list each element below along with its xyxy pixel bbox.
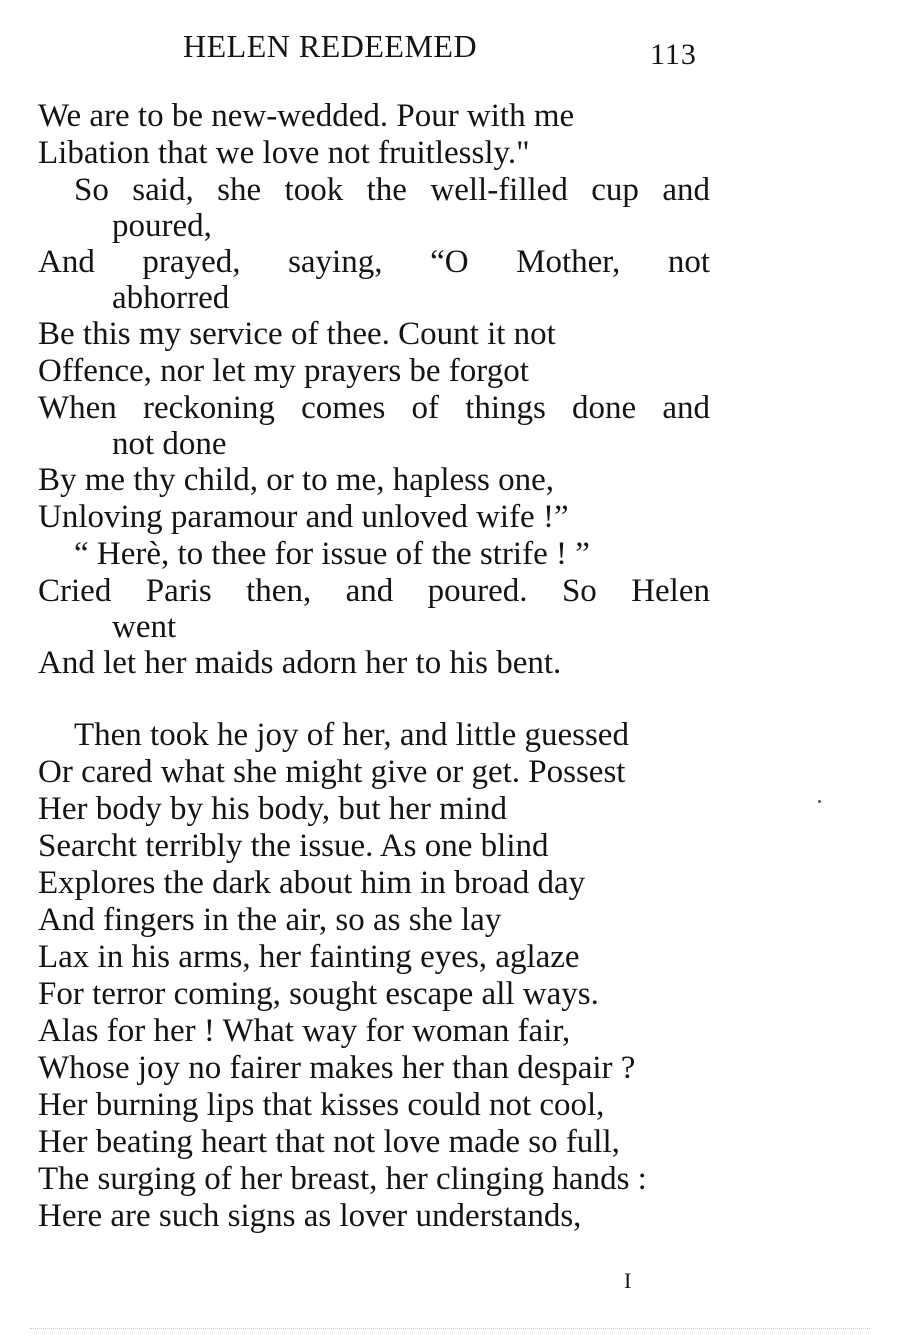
- verse-line: Her burning lips that kisses could not cool,: [38, 1087, 605, 1123]
- verse-line: Libation that we love not fruitlessly.": [38, 135, 530, 171]
- verse-line-continuation: not done: [112, 426, 227, 462]
- verse-line: Unloving paramour and unloved wife !”: [38, 499, 569, 535]
- verse-line: Whose joy no fairer makes her than despair ?: [38, 1050, 636, 1086]
- verse-line: And prayed, saying, “O Mother, not: [38, 244, 710, 280]
- verse-line: “ Herè, to thee for issue of the strife ! ”: [74, 536, 590, 572]
- verse-line: For terror coming, sought escape all ways.: [38, 976, 599, 1012]
- verse-line: Or cared what she might give or get. Possest: [38, 754, 626, 790]
- verse-line: Then took he joy of her, and little guessed: [74, 717, 629, 753]
- poem-text: [38, 98, 718, 1235]
- verse-line: By me thy child, or to me, hapless one,: [38, 462, 554, 498]
- verse-line: So said, she took the well-filled cup and: [74, 172, 710, 208]
- verse-line: Cried Paris then, and poured. So Helen: [38, 573, 710, 609]
- verse-line: Her beating heart that not love made so full,: [38, 1124, 620, 1160]
- verse-line: The surging of her breast, her clinging hands :: [38, 1161, 647, 1197]
- verse-line: And let her maids adorn her to his bent.: [38, 645, 562, 681]
- verse-line: Offence, nor let my prayers be forgot: [38, 353, 529, 389]
- verse-line: When reckoning comes of things done and: [38, 390, 710, 426]
- page-edge-dots: [30, 1328, 870, 1331]
- verse-line: Explores the dark about him in broad day: [38, 865, 586, 901]
- verse-line: We are to be new-wedded. Pour with me: [38, 98, 575, 134]
- stanza-break: [38, 682, 718, 717]
- verse-line: Here are such signs as lover understands,: [38, 1198, 582, 1234]
- verse-line: Searcht terribly the issue. As one blind: [38, 828, 549, 864]
- running-title: HELEN REDEEMED: [183, 28, 478, 64]
- verse-line: Lax in his arms, her fainting eyes, aglaze: [38, 939, 580, 975]
- running-head: [0, 28, 900, 76]
- verse-line: Alas for her ! What way for woman fair,: [38, 1013, 571, 1049]
- verse-line: Be this my service of thee. Count it not: [38, 316, 556, 352]
- signature-mark: I: [624, 1268, 632, 1293]
- verse-line-continuation: abhorred: [112, 280, 230, 316]
- verse-line: And fingers in the air, so as she lay: [38, 902, 502, 938]
- verse-line-continuation: poured,: [112, 208, 212, 244]
- page-number: 113: [650, 38, 697, 71]
- verse-line-continuation: went: [112, 609, 177, 645]
- verse-line: Her body by his body, but her mind: [38, 791, 507, 827]
- print-speck: [818, 800, 821, 803]
